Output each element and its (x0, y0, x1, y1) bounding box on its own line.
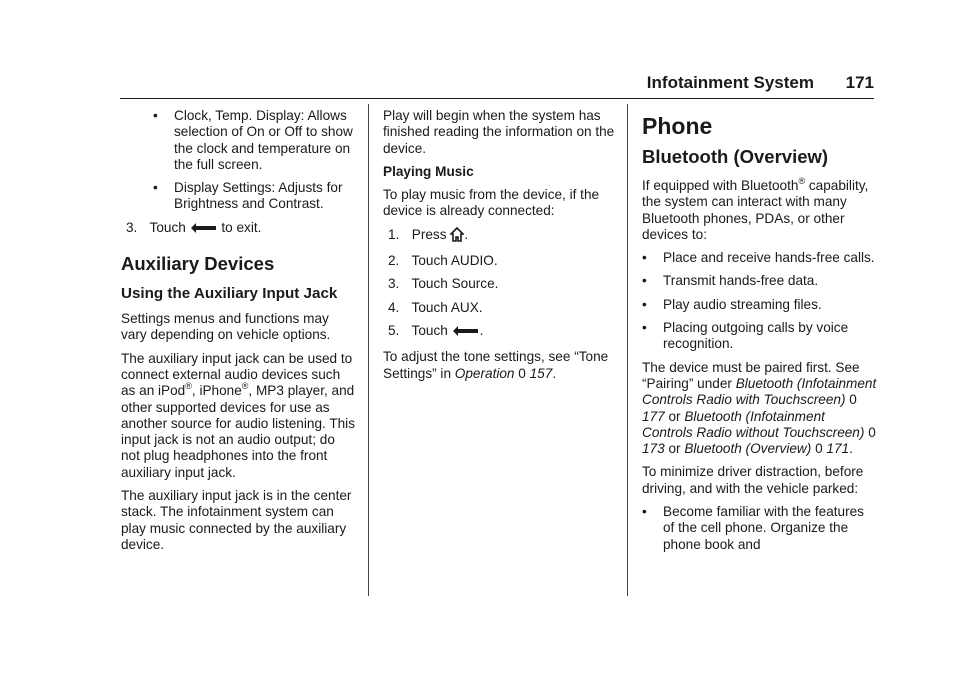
text-run: To adjust the tone settings, see “Tone Settings” in (383, 349, 609, 381)
step-5-back (388, 323, 619, 342)
header-rule (120, 98, 874, 99)
step-3-exit (126, 220, 357, 239)
text-run: capability, the system can interact with many Bluetooth phones, PDAs, or other devices to: (642, 178, 869, 242)
heading-auxiliary-devices: Auxiliary Devices (121, 253, 275, 275)
step-text: Press (411, 226, 447, 242)
bullet-text: Clock, Temp. Display: Allows selection of On or Off to show the clock and temperature on the full screen. (174, 108, 353, 172)
step-2-audio (388, 253, 619, 269)
registered-mark: ® (798, 176, 806, 186)
column-1 (121, 108, 357, 560)
text-run: , iPhone (191, 383, 242, 399)
paragraph-to-play: To play music from the device, if the device is already connected: (383, 187, 600, 219)
bullet-display-settings (153, 180, 357, 213)
step-3-source (388, 276, 619, 292)
paragraph-aux-jack-location: The auxiliary input jack is in the center stack. The infotainment system can play music connected by the auxiliary device. (121, 488, 352, 552)
bullet-dot: • (153, 108, 158, 123)
text-run: The device must be paired first. See “Pairing” under (642, 359, 860, 391)
column-3 (642, 108, 878, 560)
step-number: 5. (388, 322, 400, 338)
bullet-become-familiar (642, 504, 878, 553)
text-run: , MP3 player, and other supported devices for use as another source for audio listening. This input jack is not an audio output; do not plug headphones into the front auxiliary input jack. (121, 383, 356, 480)
column-divider-1 (368, 104, 369, 596)
paragraph-play-begin: Play will begin when the system has finished reading the information on the device. (383, 108, 615, 156)
link-page-173[interactable]: 173 (642, 441, 665, 457)
paragraph-minimize-distraction: To minimize driver distraction, before driving, and with the vehicle parked: (642, 464, 864, 496)
step-number: 4. (388, 299, 400, 315)
page-ref-arrow: 0 (849, 392, 857, 408)
bullet-text: Transmit hands-free data. (663, 273, 819, 289)
period: . (849, 441, 853, 457)
link-bluetooth-overview[interactable]: Bluetooth (Overview) (684, 441, 812, 457)
paragraph-settings-menus: Settings menus and functions may vary depending on vehicle options. (121, 311, 331, 343)
period: . (552, 365, 557, 381)
page-ref-arrow: 0 (815, 441, 823, 457)
paragraph-pairing (642, 360, 878, 458)
step-text: Touch (149, 219, 186, 235)
step-text: Touch AUX. (411, 299, 483, 315)
paragraph-tone-settings (383, 349, 619, 382)
text-run: or (668, 441, 681, 457)
link-operation[interactable]: Operation (454, 365, 515, 381)
bullet-audio-streaming (642, 297, 878, 313)
text-run: The auxiliary input jack can be used to connect external audio devices such as an iPod (121, 350, 353, 399)
step-text-end: to exit. (221, 219, 262, 235)
bullet-dot: • (642, 320, 647, 336)
step-1-press-home (388, 227, 619, 246)
page-ref-arrow: 0 (868, 424, 876, 440)
step-text: Touch AUDIO. (411, 253, 498, 269)
page-ref-arrow: 0 (518, 365, 526, 381)
registered-mark: ® (185, 381, 192, 392)
bullet-clock-temp (153, 108, 357, 173)
bullet-text: Become familiar with the features of the cell phone. Organize the phone book and (663, 504, 864, 552)
bullet-dot: • (642, 250, 647, 266)
link-bluetooth-touchscreen[interactable]: Bluetooth (Infotainment Controls Radio with Touchscreen) (642, 375, 877, 408)
bullet-text: Placing outgoing calls by voice recognition. (663, 320, 849, 352)
page-number: 171 (845, 73, 874, 92)
bullet-hands-free-calls (642, 250, 878, 266)
bullet-voice-recognition (642, 320, 878, 353)
back-arrow-icon (452, 324, 480, 342)
bullet-dot: • (642, 296, 647, 312)
link-page-157[interactable]: 157 (529, 365, 553, 381)
paragraph-bluetooth-capability (642, 178, 878, 243)
bullet-dot: • (642, 273, 647, 289)
link-page-171[interactable]: 171 (826, 441, 850, 457)
home-icon (450, 227, 464, 246)
bullet-hands-free-data (642, 273, 878, 289)
step-number: 1. (388, 226, 400, 242)
heading-phone: Phone (642, 113, 713, 139)
step-text: Touch Source. (411, 276, 499, 292)
bullet-text: Display Settings: Adjusts for Brightness and Contrast. (174, 180, 343, 212)
column-divider-2 (627, 104, 628, 596)
heading-playing-music: Playing Music (383, 163, 474, 179)
bullet-dot: • (153, 180, 158, 196)
back-arrow-icon (190, 221, 218, 239)
text-run: or (668, 408, 681, 424)
step-number: 3. (126, 219, 138, 235)
step-text: Touch (411, 322, 448, 338)
step-period: . (479, 322, 484, 338)
bullet-text: Play audio streaming files. (663, 296, 822, 312)
link-bluetooth-no-touchscreen[interactable]: Bluetooth (Infotainment Controls Radio without Touchscreen) (642, 408, 865, 440)
text-run: If equipped with Bluetooth (642, 178, 799, 193)
step-number: 2. (388, 253, 400, 269)
step-number: 3. (388, 276, 400, 292)
heading-bluetooth-overview: Bluetooth (Overview) (642, 146, 829, 167)
registered-mark: ® (241, 381, 249, 392)
step-4-aux (388, 300, 619, 316)
bullet-dot: • (642, 504, 647, 520)
paragraph-aux-jack-use (121, 351, 357, 481)
column-2 (383, 108, 619, 389)
bullet-text: Place and receive hands-free calls. (663, 250, 875, 266)
link-page-177[interactable]: 177 (642, 408, 665, 424)
running-header-title: Infotainment System (646, 73, 814, 92)
step-period: . (464, 226, 469, 242)
heading-using-aux-jack: Using the Auxiliary Input Jack (121, 285, 338, 303)
